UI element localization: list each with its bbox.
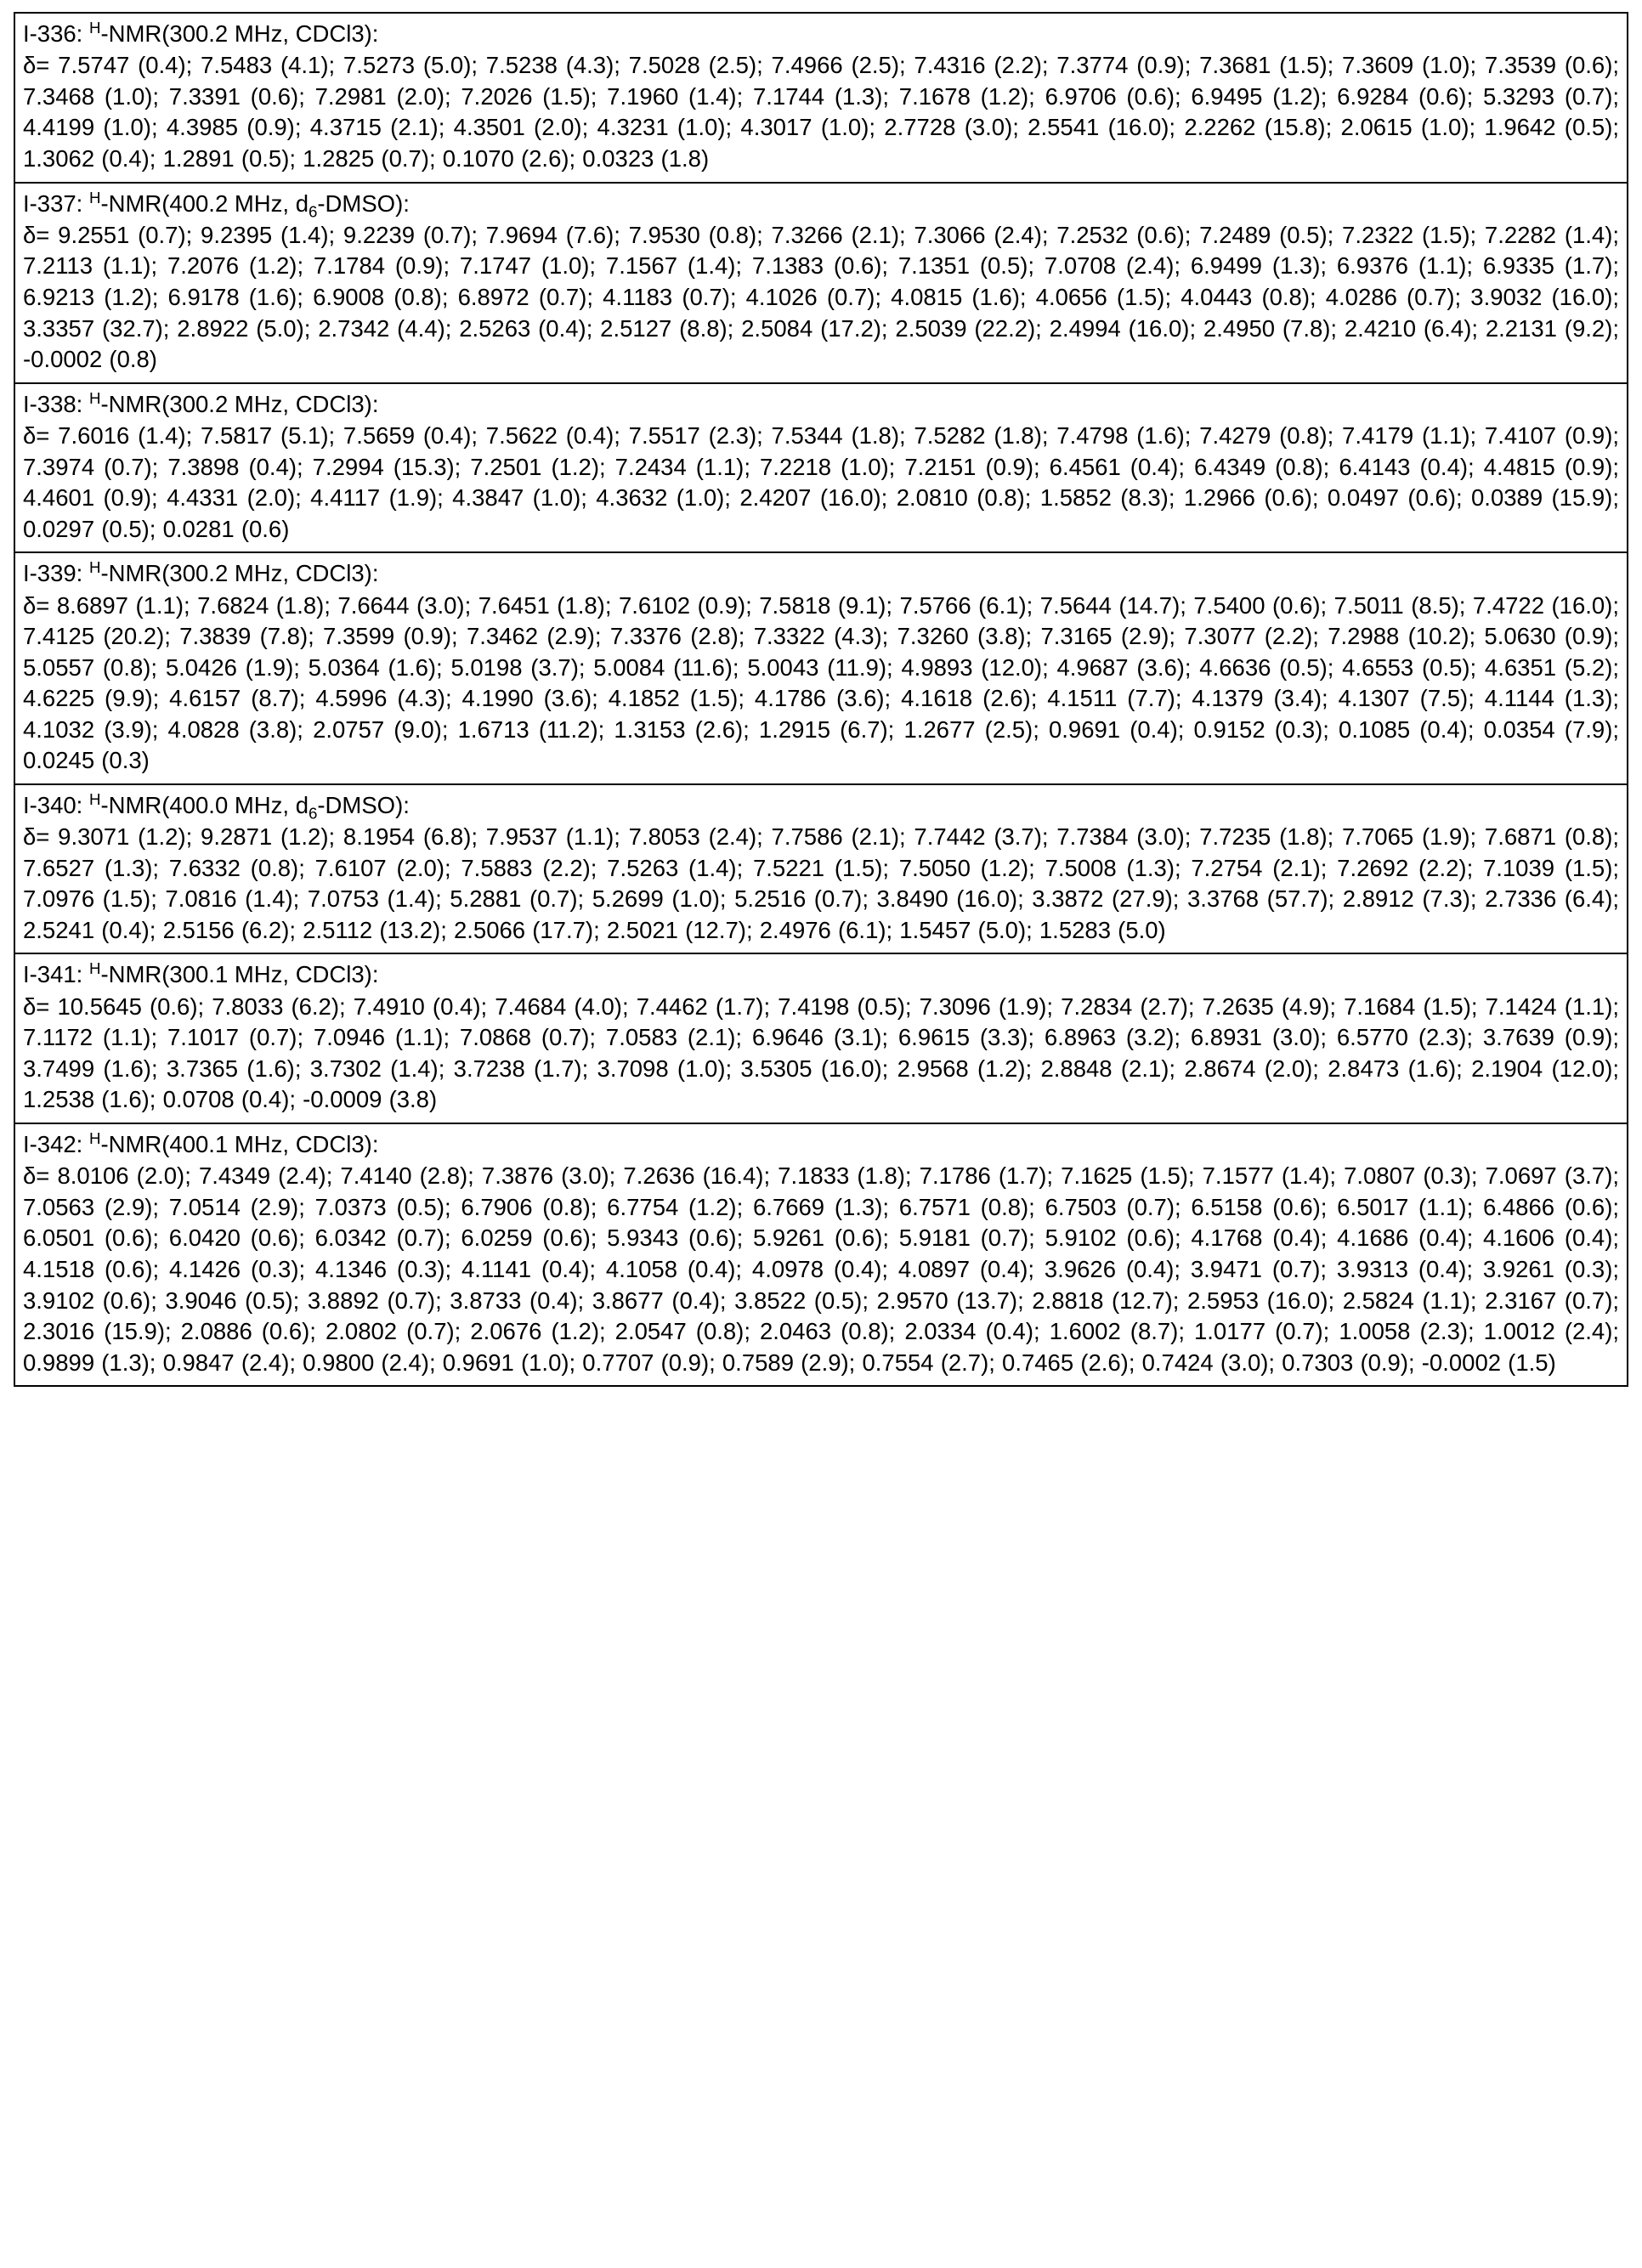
solvent-label: CDCl3 (295, 961, 365, 988)
header-close: ): (364, 1130, 379, 1157)
solvent-subscript: 6 (308, 804, 318, 823)
table-row (14, 383, 1628, 553)
header-close: ): (364, 560, 379, 587)
entry-header (23, 959, 1619, 990)
nucleus-superscript: H (88, 1128, 101, 1147)
entry-id: I-338: (23, 390, 89, 417)
entry-peak-list (23, 992, 1619, 1116)
delta-label: δ= (23, 1162, 58, 1190)
technique-label: -NMR( (100, 961, 170, 988)
frequency-label: 300.1 MHz (169, 961, 283, 988)
table-row (14, 13, 1628, 183)
entry-header (23, 790, 1619, 821)
entry-id: I-341: (23, 961, 89, 988)
separator: , (282, 189, 296, 217)
nmr-data-table (14, 12, 1628, 1387)
entry-peak-list (23, 421, 1619, 545)
header-close: ): (395, 189, 410, 217)
entry-id: I-336: (23, 20, 89, 47)
nmr-entry-cell (14, 1123, 1628, 1386)
nucleus-superscript: H (88, 789, 101, 808)
technique-label: -NMR( (100, 791, 170, 818)
separator: , (282, 560, 296, 587)
table-row (14, 1123, 1628, 1386)
entry-id: I-339: (23, 560, 89, 587)
solvent-label: d (295, 791, 309, 818)
technique-label: -NMR( (100, 560, 170, 587)
nmr-entry-cell (14, 953, 1628, 1123)
peak-values: 7.6016 (1.4); 7.5817 (5.1); 7.5659 (0.4); 7.5622 (0.4); 7.5517 (2.3); 7.5344 (1.8); 7.5282 (1.8); 7.4798 (1.6); 7.4279 (0.8); 7.4179 (1.1); 7.4107 (0.9); 7.3974 (0.7); 7.3898 (0.4); 7.2994 (15.3); 7.2501 (1.2); 7.2434 (1.1); 7.2218 (1.0); 7.2151 (0.9); 6.4561 (0.4); 6.4349 (0.8); 6.4143 (0.4); 4.4815 (0.9); 4.4601 (0.9); 4.4331 (2.0); 4.4117 (1.9); 4.3847 (1.0); 4.3632 (1.0); 2.4207 (16.0); 2.0810 (0.8); 1.5852 (8.3); 1.2966 (0.6); 0.0497 (0.6); 0.0389 (15.9); 0.0297 (0.5); 0.0281 (0.6) (23, 421, 1620, 542)
entry-header (23, 558, 1619, 589)
entry-peak-list (23, 822, 1619, 946)
technique-label: -NMR( (100, 189, 170, 217)
separator: , (282, 791, 296, 818)
separator: , (282, 961, 296, 988)
entry-id: I-340: (23, 791, 89, 818)
table-row (14, 552, 1628, 784)
nmr-entry-cell (14, 552, 1628, 784)
peak-values: 7.5747 (0.4); 7.5483 (4.1); 7.5273 (5.0); 7.5238 (4.3); 7.5028 (2.5); 7.4966 (2.5); 7.4316 (2.2); 7.3774 (0.9); 7.3681 (1.5); 7.3609 (1.0); 7.3539 (0.6); 7.3468 (1.0); 7.3391 (0.6); 7.2981 (2.0); 7.2026 (1.5); 7.1960 (1.4); 7.1744 (1.3); 7.1678 (1.2); 6.9706 (0.6); 6.9495 (1.2); 6.9284 (0.6); 5.3293 (0.7); 4.4199 (1.0); 4.3985 (0.9); 4.3715 (2.1); 4.3501 (2.0); 4.3231 (1.0); 4.3017 (1.0); 2.7728 (3.0); 2.5541 (16.0); 2.2262 (15.8); 2.0615 (1.0); 1.9642 (0.5); 1.3062 (0.4); 1.2891 (0.5); 1.2825 (0.7); 0.1070 (2.6); 0.0323 (1.8) (23, 52, 1620, 172)
entry-peak-list (23, 1161, 1619, 1378)
solvent-label: CDCl3 (295, 560, 365, 587)
header-close: ): (364, 390, 379, 417)
solvent-tail: -DMSO (317, 791, 396, 818)
frequency-label: 300.2 MHz (169, 560, 283, 587)
entry-header (23, 1129, 1619, 1160)
header-close: ): (395, 791, 410, 818)
separator: , (282, 1130, 296, 1157)
solvent-label: d (295, 189, 309, 217)
nmr-entry-cell (14, 183, 1628, 383)
delta-label: δ= (23, 993, 58, 1020)
entry-header-tail: -NMR(300.2 MHz, CDCl3): (100, 20, 379, 47)
delta-label: δ= (23, 221, 59, 248)
nmr-entry-cell (14, 784, 1628, 954)
entry-peak-list (23, 591, 1619, 777)
header-close: ): (364, 961, 379, 988)
table-row (14, 183, 1628, 383)
technique-label: -NMR( (100, 390, 170, 417)
solvent-label: CDCl3 (295, 1130, 365, 1157)
table-row (14, 784, 1628, 954)
separator: , (282, 390, 296, 417)
peak-values: 9.3071 (1.2); 9.2871 (1.2); 8.1954 (6.8); 7.9537 (1.1); 7.8053 (2.4); 7.7586 (2.1); 7.7442 (3.7); 7.7384 (3.0); 7.7235 (1.8); 7.7065 (1.9); 7.6871 (0.8); 7.6527 (1.3); 7.6332 (0.8); 7.6107 (2.0); 7.5883 (2.2); 7.5263 (1.4); 7.5221 (1.5); 7.5050 (1.2); 7.5008 (1.3); 7.2754 (2.1); 7.2692 (2.2); 7.1039 (1.5); 7.0976 (1.5); 7.0816 (1.4); 7.0753 (1.4); 5.2881 (0.7); 5.2699 (1.0); 5.2516 (0.7); 3.8490 (16.0); 3.3872 (27.9); 3.3768 (57.7); 2.8912 (7.3); 2.7336 (6.4); 2.5241 (0.4); 2.5156 (6.2); 2.5112 (13.2); 2.5066 (17.7); 2.5021 (12.7); 2.4976 (6.1); 1.5457 (5.0); 1.5283 (5.0) (23, 823, 1620, 943)
technique-label: -NMR( (100, 1130, 170, 1157)
nucleus-superscript: H (88, 388, 101, 407)
frequency-label: 400.2 MHz (169, 189, 283, 217)
entry-header (23, 389, 1619, 420)
nmr-entry-cell (14, 383, 1628, 553)
frequency-label: 400.0 MHz (169, 791, 283, 818)
nucleus-superscript: H (88, 18, 101, 37)
nmr-entry-cell (14, 13, 1628, 183)
solvent-tail: -DMSO (317, 189, 396, 217)
delta-label: δ= (23, 421, 59, 449)
frequency-label: 300.2 MHz (169, 390, 283, 417)
peak-values: 8.0106 (2.0); 7.4349 (2.4); 7.4140 (2.8); 7.3876 (3.0); 7.2636 (16.4); 7.1833 (1.8); 7.1786 (1.7); 7.1625 (1.5); 7.1577 (1.4); 7.0807 (0.3); 7.0697 (3.7); 7.0563 (2.9); 7.0514 (2.9); 7.0373 (0.5); 6.7906 (0.8); 6.7754 (1.2); 6.7669 (1.3); 6.7571 (0.8); 6.7503 (0.7); 6.5158 (0.6); 6.5017 (1.1); 6.4866 (0.6); 6.0501 (0.6); 6.0420 (0.6); 6.0342 (0.7); 6.0259 (0.6); 5.9343 (0.6); 5.9261 (0.6); 5.9181 (0.7); 5.9102 (0.6); 4.1768 (0.4); 4.1686 (0.4); 4.1606 (0.4); 4.1518 (0.6); 4.1426 (0.3); 4.1346 (0.3); 4.1141 (0.4); 4.1058 (0.4); 4.0978 (0.4); 4.0897 (0.4); 3.9626 (0.4); 3.9471 (0.7); 3.9313 (0.4); 3.9261 (0.3); 3.9102 (0.6); 3.9046 (0.5); 3.8892 (0.7); 3.8733 (0.4); 3.8677 (0.4); 3.8522 (0.5); 2.9570 (13.7); 2.8818 (12.7); 2.5953 (16.0); 2.5824 (1.1); 2.3167 (0.7); 2.3016 (15.9); 2.0886 (0.6); 2.0802 (0.7); 2.0676 (1.2); 2.0547 (0.8); 2.0463 (0.8); 2.0334 (0.4); 1.6002 (8.7); 1.0177 (0.7); 1.0058 (2.3); 1.0012 (2.4); 0.9899 (1.3); 0.9847 (2.4); 0.9800 (2.4); 0.9691 (1.0); 0.7707 (0.9); 0.7589 (2.9); 0.7554 (2.7); 0.7465 (2.6); 0.7424 (3.0); 0.7303 (0.9); -0.0002 (1.5) (23, 1162, 1619, 1376)
nucleus-superscript: H (88, 188, 101, 206)
nucleus-superscript: H (88, 959, 101, 978)
peak-values: 10.5645 (0.6); 7.8033 (6.2); 7.4910 (0.4); 7.4684 (4.0); 7.4462 (1.7); 7.4198 (0.5); 7.3096 (1.9); 7.2834 (2.7); 7.2635 (4.9); 7.1684 (1.5); 7.1424 (1.1); 7.1172 (1.1); 7.1017 (0.7); 7.0946 (1.1); 7.0868 (0.7); 7.0583 (2.1); 6.9646 (3.1); 6.9615 (3.3); 6.8963 (3.2); 6.8931 (3.0); 6.5770 (2.3); 3.7639 (0.9); 3.7499 (1.6); 3.7365 (1.6); 3.7302 (1.4); 3.7238 (1.7); 3.7098 (1.0); 3.5305 (16.0); 2.9568 (1.2); 2.8848 (2.1); 2.8674 (2.0); 2.8473 (1.6); 2.1904 (12.0); 1.2538 (1.6); 0.0708 (0.4); -0.0009 (3.8) (23, 993, 1619, 1113)
entry-peak-list (23, 50, 1619, 174)
solvent-subscript: 6 (308, 202, 318, 221)
entry-id: I-342: (23, 1130, 89, 1157)
entry-id: I-337: (23, 189, 89, 217)
entry-peak-list (23, 220, 1619, 376)
peak-values: 8.6897 (1.1); 7.6824 (1.8); 7.6644 (3.0); 7.6451 (1.8); 7.6102 (0.9); 7.5818 (9.1); 7.5766 (6.1); 7.5644 (14.7); 7.5400 (0.6); 7.5011 (8.5); 7.4722 (16.0); 7.4125 (20.2); 7.3839 (7.8); 7.3599 (0.9); 7.3462 (2.9); 7.3376 (2.8); 7.3322 (4.3); 7.3260 (3.8); 7.3165 (2.9); 7.3077 (2.2); 7.2988 (10.2); 5.0630 (0.9); 5.0557 (0.8); 5.0426 (1.9); 5.0364 (1.6); 5.0198 (3.7); 5.0084 (11.6); 5.0043 (11.9); 4.9893 (12.0); 4.9687 (3.6); 4.6636 (0.5); 4.6553 (0.5); 4.6351 (5.2); 4.6225 (9.9); 4.6157 (8.7); 4.5996 (4.3); 4.1990 (3.6); 4.1852 (1.5); 4.1786 (3.6); 4.1618 (2.6); 4.1511 (7.7); 4.1379 (3.4); 4.1307 (7.5); 4.1144 (1.3); 4.1032 (3.9); 4.0828 (3.8); 2.0757 (9.0); 1.6713 (11.2); 1.3153 (2.6); 1.2915 (6.7); 1.2677 (2.5); 0.9691 (0.4); 0.9152 (0.3); 0.1085 (0.4); 0.0354 (7.9); 0.0245 (0.3) (23, 591, 1619, 774)
nucleus-superscript: H (88, 558, 101, 577)
entry-header (23, 189, 1619, 219)
frequency-label: 400.1 MHz (169, 1130, 283, 1157)
delta-label: δ= (23, 823, 59, 851)
delta-label: δ= (23, 591, 57, 619)
solvent-label: CDCl3 (295, 390, 365, 417)
table-row (14, 953, 1628, 1123)
peak-values: 9.2551 (0.7); 9.2395 (1.4); 9.2239 (0.7); 7.9694 (7.6); 7.9530 (0.8); 7.3266 (2.1); 7.3066 (2.4); 7.2532 (0.6); 7.2489 (0.5); 7.2322 (1.5); 7.2282 (1.4); 7.2113 (1.1); 7.2076 (1.2); 7.1784 (0.9); 7.1747 (1.0); 7.1567 (1.4); 7.1383 (0.6); 7.1351 (0.5); 7.0708 (2.4); 6.9499 (1.3); 6.9376 (1.1); 6.9335 (1.7); 6.9213 (1.2); 6.9178 (1.6); 6.9008 (0.8); 6.8972 (0.7); 4.1183 (0.7); 4.1026 (0.7); 4.0815 (1.6); 4.0656 (1.5); 4.0443 (0.8); 4.0286 (0.7); 3.9032 (16.0); 3.3357 (32.7); 2.8922 (5.0); 2.7342 (4.4); 2.5263 (0.4); 2.5127 (8.8); 2.5084 (17.2); 2.5039 (22.2); 2.4994 (16.0); 2.4950 (7.8); 2.4210 (6.4); 2.2131 (9.2); -0.0002 (0.8) (23, 221, 1620, 373)
delta-label: δ= (23, 52, 59, 79)
entry-header (23, 19, 1619, 49)
